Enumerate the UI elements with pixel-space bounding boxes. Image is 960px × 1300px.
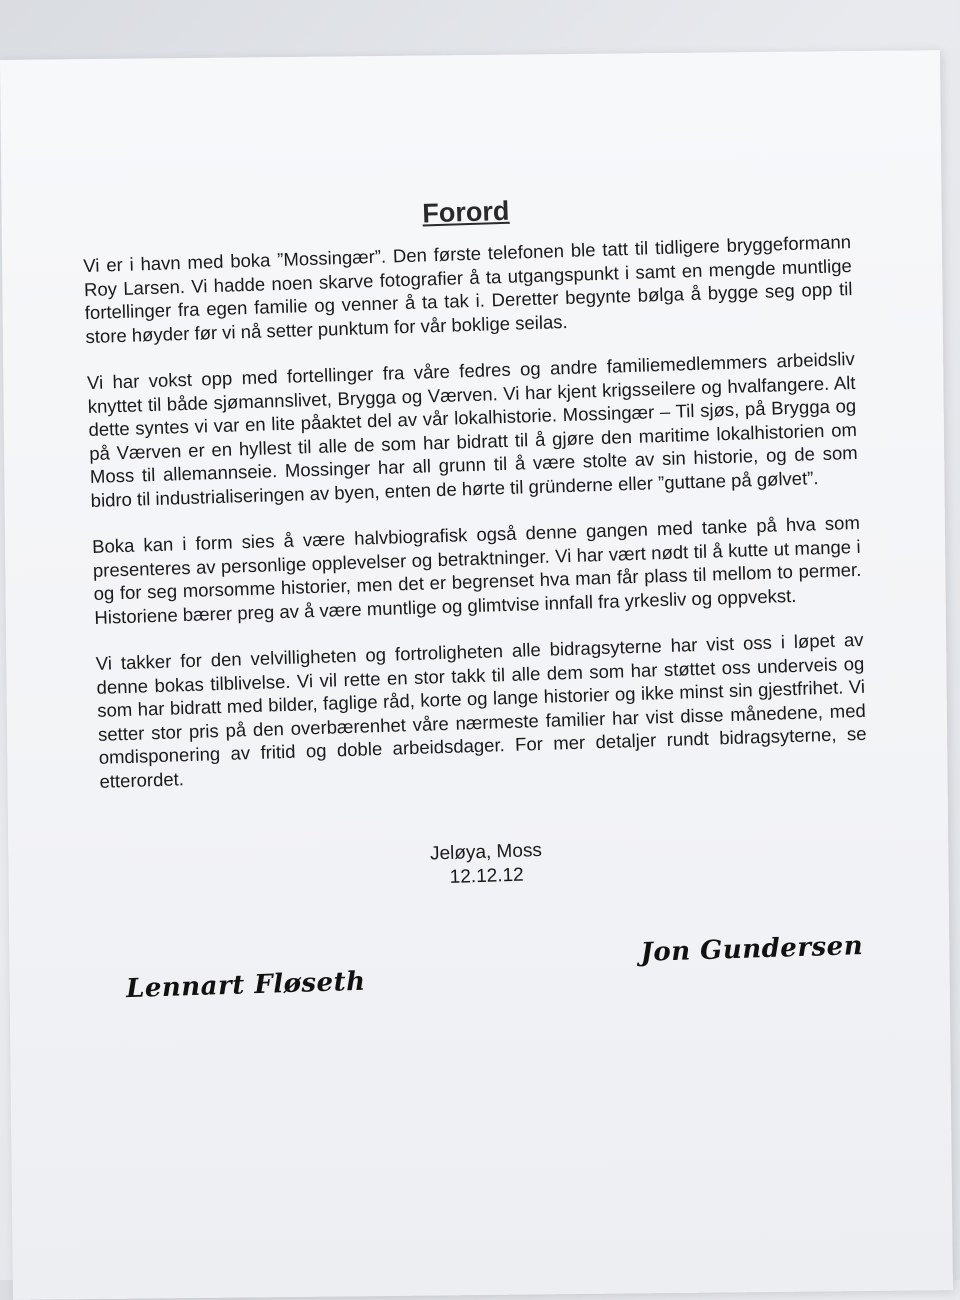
- document-body: [82, 185, 875, 1015]
- signature-right: Jon Gundersen: [640, 930, 864, 968]
- place-date-block: [102, 829, 871, 901]
- date-text: 12.12.12: [449, 864, 525, 888]
- paragraph-1: Vi er i havn med boka ”Mossingær”. Den første telefonen ble tatt til tidligere bryggeformann Roy Larsen. Vi hadde noen skarve fotografier å ta utgangspunkt i samt en mengde muntlige fortellinger fra egen familie og venner å ta tak i. Deretter begynte bølga å bygge seg opp til store høyder før vi nå setter punktum for vår boklige seilas.: [83, 231, 853, 347]
- paragraph-2: Vi har vokst opp med fortellinger fra våre fedres og andre familiemedlemmers arbeidsliv knyttet til både sjømannslivet, Brygga og Værven. Vi har kjent krigsseilere og hvalfangere. Alt dette syntes vi var en lite påaktet del av vår lokalhistorie. Mossingær – Til sjøs, på Brygga og på Værven er en hyllest til alle de som har bidratt til å gjøre den maritime lokalhistorien om Moss til allemannseie. Mossinger har all grunn til å være stolte av sin historie, og de som bidro til industrialiseringen av byen, enten de hørte til gründerne eller ”guttane på gølvet”.: [86, 347, 858, 511]
- paragraph-3: Boka kan i form sies å være halvbiografisk også denne gangen med tanke på hva som presenteres av personlige opplevelser og betraktninger. Vi har vært nødt til å kutte ut mange i og for seg morsomme historier, men det er begrenset hva man får plass til mellom to permer. Historiene bærer preg av å være muntlige og glimtvise innfall fra yrkesliv og oppvekst.: [91, 511, 862, 628]
- paragraph-4: Vi takker for den velvilligheten og fortroligheten alle bidragsyterne har vist oss i løpet av denne bokas tilblivelse. Vi vil rette en stor takk til alle dem som har støttet oss underveis og som har bidratt med bilder, faglige råd, korte og lange historier og ikke minst sin gjestfrihet. Vi setter stor pris på den overbærenhet våre nærmeste familier har vist disse månedene, med omdisponering av fritid og doble arbeidsdager. For mer detaljer rundt bidragsyterne, se etterordet.: [95, 628, 867, 792]
- paper-sheet: [0, 50, 953, 1300]
- page-title: Forord: [421, 195, 510, 229]
- signature-left: Lennart Fløseth: [125, 966, 366, 1005]
- place-text: Jeløya, Moss: [429, 840, 543, 865]
- signatures: [105, 931, 875, 1015]
